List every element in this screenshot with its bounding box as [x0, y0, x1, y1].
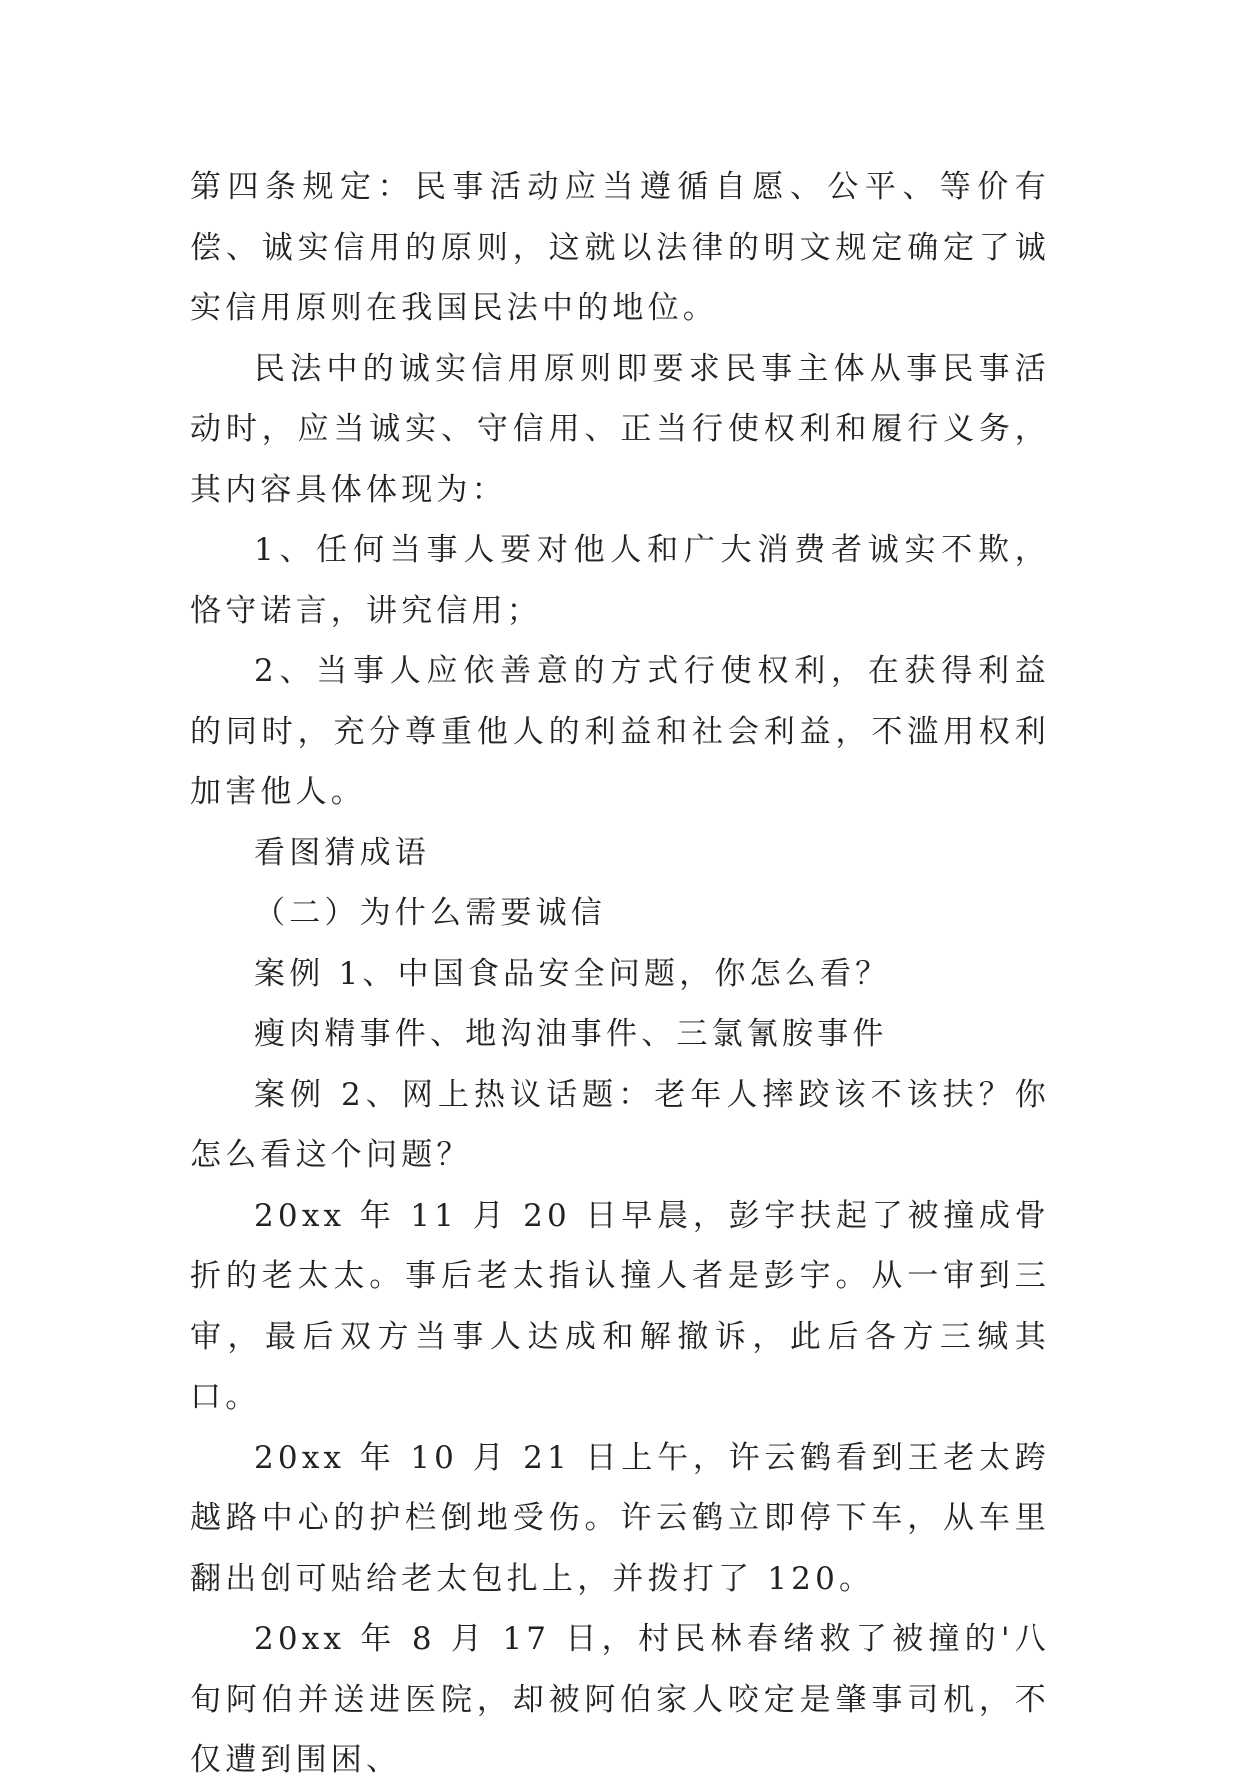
paragraph-case-two: 案例 2、网上热议话题：老年人摔跤该不该扶？你怎么看这个问题？ [190, 1076, 1050, 1173]
paragraph-good-faith-principle: 民法中的诚实信用原则即要求民事主体从事民事活动时，应当诚实、守信用、正当行使权利和履行义务，其内容具体体现为： [190, 350, 1050, 508]
paragraph-point-one: 1、任何当事人要对他人和广大消费者诚实不欺，恪守诺言，讲究信用； [190, 532, 1050, 629]
paragraph-point-two: 2、当事人应依善意的方式行使权利，在获得利益的同时，充分尊重他人的利益和社会利益，不滥用权利加害他人。 [190, 653, 1050, 810]
paragraph-food-incidents: 瘦肉精事件、地沟油事件、三氯氰胺事件 [254, 1016, 888, 1052]
paragraph-article-four: 第四条规定：民事活动应当遵循自愿、公平、等价有偿、诚实信用的原则，这就以法律的明文规定确定了诚实信用原则在我国民法中的地位。 [190, 169, 1050, 326]
paragraph-lin-chunxu: 20xx 年 8 月 17 日，村民林春绪救了被撞的'八旬阿伯并送进医院，却被阿伯家人咬定是肇事司机，不仅遭到围困、 [190, 1621, 1050, 1778]
document-body [190, 157, 1050, 1791]
paragraph-xu-yunhe: 20xx 年 10 月 21 日上午，许云鹤看到王老太跨越路中心的护栏倒地受伤。许云鹤立即停下车，从车里翻出创可贴给老太包扎上，并拨打了 120。 [190, 1439, 1050, 1597]
paragraph-case-one: 案例 1、中国食品安全问题，你怎么看？ [254, 955, 891, 992]
paragraph-guess-idiom: 看图猜成语 [254, 834, 430, 871]
section-heading-why-integrity: （二）为什么需要诚信 [254, 895, 606, 931]
paragraph-peng-yu: 20xx 年 11 月 20 日早晨，彭宇扶起了被撞成骨折的老太太。事后老太指认撞人者是彭宇。从一审到三审，最后双方当事人达成和解撤诉，此后各方三缄其口。 [190, 1197, 1050, 1415]
